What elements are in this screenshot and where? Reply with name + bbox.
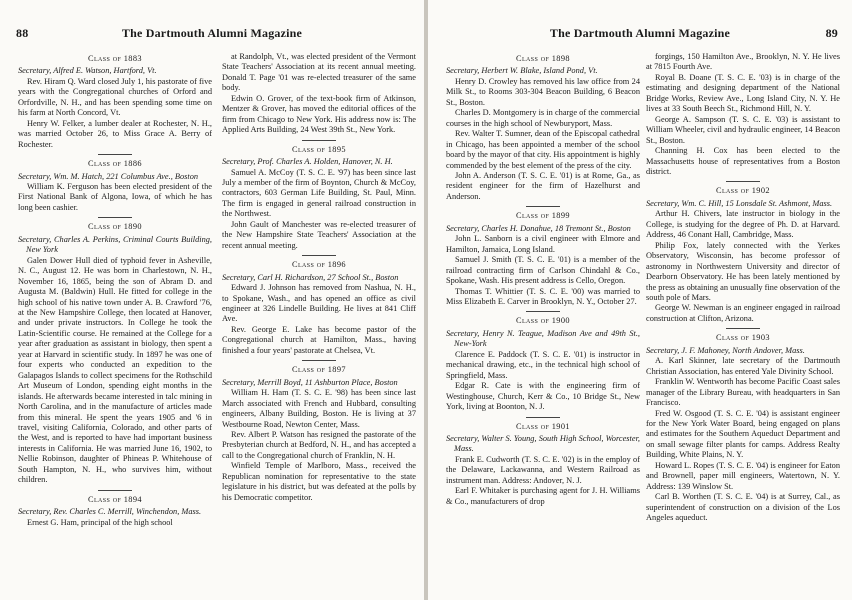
class-heading: Class of 1894 — [88, 494, 142, 504]
news-paragraph: at Randolph, Vt., was elected president of the Vermont State Teachers' Association at its recent annual meeting. Donald T. Page '01 was re-elected treasurer of the same body. — [222, 52, 416, 93]
news-paragraph: Samuel A. McCoy (T. S. C. E. '97) has been since last July a member of the firm of Boynton, Church & McCoy, contractors, 603 German Life Building, St. Paul, Minn. The firm is engaged in general railroad construction in the Northwest. — [222, 167, 416, 219]
news-paragraph: forgings, 150 Hamilton Ave., Brooklyn, N. Y. He lives at 7815 Fourth Ave. — [646, 52, 840, 72]
class-secretary: Secretary, Wm. C. Hill, 15 Lonsdale St. Ashmont, Mass. — [646, 198, 833, 208]
class-secretary: Secretary, Carl H. Richardson, 27 School St., Boston — [222, 272, 399, 282]
news-paragraph: George W. Newman is an engineer engaged in railroad construction at Clifton, Arizona. — [646, 303, 840, 323]
class-secretary: Secretary, J. F. Mahoney, North Andover, Mass. — [646, 345, 805, 355]
left-column-2 — [222, 52, 416, 592]
news-paragraph: Edgar R. Cate is with the engineering firm of Westinghouse, Church, Kerr & Co., 10 Bridge St., New York, living at Boonton, N. J. — [446, 381, 640, 412]
news-paragraph: Rev. Albert P. Watson has resigned the pastorate of the Presbyterian church at Bedford, N. H., and has accepted a call to the Congregational church of Franklin, N. H. — [222, 429, 416, 460]
class-heading: Class of 1896 — [292, 260, 346, 270]
section-divider — [526, 206, 560, 207]
class-secretary: Secretary, Walter S. Young, South High School, Worcester, Mass. — [446, 433, 640, 454]
running-title: The Dartmouth Alumni Magazine — [121, 26, 303, 40]
news-paragraph: George A. Sampson (T. S. C. E. '03) is assistant to William Wheeler, civil and hydraulic engineer, 14 Beacon St., Boston. — [646, 114, 840, 145]
news-paragraph: Carl B. Worthen (T. S. C. E. '04) is at Surrey, Cal., as superintendent of construction on a division of the Los Angeles aqueduct. — [646, 492, 840, 523]
news-paragraph: Samuel J. Smith (T. S. C. E. '01) is a member of the railroad contracting firm of Carlson Chindahl & Co., Spokane, Wash. His present address is Cello, Oregon. — [446, 255, 640, 286]
news-paragraph: William H. Ham (T. S. C. E. '98) has been since last March associated with French and Hubbard, consulting engineers, Albany Building, Boston. He is living at 37 Westbourne Road, Newton Center, Mass. — [222, 388, 416, 429]
left-column-1 — [18, 52, 212, 592]
class-heading: Class of 1899 — [516, 211, 570, 221]
news-paragraph: Earl F. Whitaker is purchasing agent for J. H. Williams & Co., manufacturers of drop — [446, 486, 640, 506]
section-divider — [526, 311, 560, 312]
news-paragraph: Charles D. Montgomery is in charge of the commercial courses in the high school of Newburyport, Mass. — [446, 108, 640, 128]
right-column-1 — [446, 52, 640, 592]
class-heading: Class of 1903 — [716, 333, 770, 343]
news-paragraph: Clarence E. Paddock (T. S. C. E. '01) is instructor in mechanical drawing, etc., in the technical high school of Springfield, Mass. — [446, 349, 640, 380]
news-paragraph: William K. Ferguson has been elected president of the First National Bank of Algona, Iowa, of which he has long been cashier. — [18, 181, 212, 212]
section-divider — [726, 328, 760, 329]
class-secretary: Secretary, Prof. Charles A. Holden, Hanover, N. H. — [222, 157, 393, 167]
news-paragraph: Franklin W. Wentworth has become Pacific Coast sales manager of the Library Bureau, with headquarters in San Francisco. — [646, 377, 840, 408]
class-heading: Class of 1890 — [88, 222, 142, 232]
section-divider — [302, 255, 336, 256]
section-divider — [526, 417, 560, 418]
news-paragraph: Channing H. Cox has been elected to the Massachusetts house of representatives from a Boston district. — [646, 146, 840, 176]
right-page-header — [428, 26, 852, 42]
page-number: 89 — [825, 26, 838, 40]
section-divider — [726, 181, 760, 182]
left-page-header — [0, 26, 424, 42]
section-divider — [302, 360, 336, 361]
class-heading: Class of 1901 — [516, 421, 570, 431]
class-heading: Class of 1897 — [292, 365, 346, 375]
news-paragraph: Royal B. Doane (T. S. C. E. '03) is in charge of the estimating and designing department of the National Bridge Works, Review Ave., Long Island City, N. Y. He lives at 33 South Beech St., Richmond Hill, N. Y. — [646, 72, 840, 114]
running-title: The Dartmouth Alumni Magazine — [549, 26, 731, 40]
class-heading: Class of 1898 — [516, 54, 570, 63]
class-secretary: Secretary, Henry N. Teague, Madison Ave and 49th St., New-York — [446, 328, 640, 349]
news-paragraph: Ernest G. Ham, principal of the high school — [27, 517, 173, 527]
left-page — [0, 0, 424, 600]
class-secretary: Secretary, Wm. M. Hatch, 221 Columbus Ave., Boston — [18, 171, 199, 181]
news-paragraph: John L. Sanborn is a civil engineer with Elmore and Hamilton, Jamaica, Long Island. — [446, 234, 640, 254]
news-paragraph: Henry W. Felker, a lumber dealer at Rochester, N. H., was married October 26, to Miss Grace A. Berry of Rochester. — [18, 118, 212, 149]
class-secretary: Secretary, Alfred E. Watson, Hartford, Vt. — [18, 66, 157, 76]
news-paragraph: Howard L. Ropes (T. S. C. E. '04) is engineer for Eaton and Brownell, paper mill engineers, Watertown, N. Y. Address: 139 Winslow St. — [646, 460, 840, 491]
section-divider — [98, 217, 132, 218]
class-secretary: Secretary, Herbert W. Blake, Island Pond, Vt. — [446, 66, 598, 76]
news-paragraph: Arthur H. Chivers, late instructor in biology in the College, is studying for the degree of Ph. D. at Harvard. Address, 46 Conant Hall, Cambridge, Mass. — [646, 209, 840, 240]
news-paragraph: John Gault of Manchester was re-elected treasurer of the New Hampshire State Teachers' Association at the recent annual meeting. — [222, 219, 416, 250]
class-secretary: Secretary, Rev. Charles C. Merrill, Winchendon, Mass. — [18, 507, 202, 517]
right-column-2 — [646, 52, 840, 592]
news-paragraph: Winfield Temple of Marlboro, Mass., received the Republican nomination for representative to the state legislature in his district, but was defeated at the polls by his Democratic competitor. — [222, 461, 416, 502]
news-paragraph: Frank E. Cudworth (T. S. C. E. '02) is in the employ of the Delaware, Lackawanna, and Western Railroad as instrument man. Address: Andover, N. J. — [446, 454, 640, 485]
class-heading: Class of 1900 — [516, 316, 570, 326]
news-paragraph: Henry D. Crowley has removed his law office from 24 Milk St., to Rooms 303-304 Beacon Building, 6 Beacon St., Boston. — [446, 76, 640, 107]
class-heading: Class of 1883 — [88, 54, 142, 63]
class-heading: Class of 1895 — [292, 144, 346, 154]
news-paragraph: Edward J. Johnson has removed from Nashua, N. H., to Spokane, Wash., and has opened an office as civil engineer at 326 Lindelle Building. He lives at 841 Cliff Ave. — [222, 283, 416, 324]
section-divider — [98, 154, 132, 155]
class-secretary: Secretary, Merrill Boyd, 11 Ashburton Place, Boston — [222, 377, 398, 387]
news-paragraph: Thomas T. Whittier (T. S. C. E. '00) was married to Miss Elizabeth E. Carver in Brooklyn, N. Y., October 27. — [446, 286, 640, 306]
news-paragraph: A. Karl Skinner, late secretary of the Dartmouth Christian Association, has entered Yale Divinity School. — [646, 356, 840, 376]
news-paragraph: Galen Dower Hull died of typhoid fever in Asheville, N. C., August 12. He was born in Charlestown, N. H., November 16, 1865, being the son of Abram D. and Augusta M. (Baldwin) Hull. He fitted for college in the high school of his native town under A. B. Crawford '76, at the New Hampshire College, then located at Hanover, and under private instructors. In College he took the Latin-Scientific course. He remained at the College for a year after graduation as assistant in biology, then spent a year at Harvard in scientific study. In 1897 he was one of four experts who conducted an expedition to the Galapagos Islands to collect specimens for the Rothschild Art Museum of London, spending eight months in the islands. He afterwards became interested in talc mining in North Carolina, and in the manufacture of articles made from this mineral. He spent the years 1905 and '6 in travel, visiting California, Colorado, and other parts of the West, and is reported to have had important business interests in California. He was married June 16, 1902, to Nellie Robinson, daughter of Phineas P. Whitehouse of South Hampton, N. H., who survives him, without children. — [18, 255, 212, 485]
right-page — [428, 0, 852, 600]
page-number: 88 — [16, 26, 29, 40]
news-paragraph: Philip Fox, lately connected with the Yerkes Observatory, Wisconsin, has become professor of astronomy in Northwestern University and director of Dearborn Observatory. He has been lately mentioned by the press as obtaining an unusually fine observation of the south pole of Mars. — [646, 240, 840, 302]
news-paragraph: Rev. Hiram Q. Ward closed July 1, his pastorate of five years with the Congregational churches of Orford and Orfordville, N. H., and has been spending some time on his farm at North Concord, Vt. — [18, 76, 212, 118]
class-heading: Class of 1902 — [716, 186, 770, 196]
news-paragraph: Rev. George E. Lake has become pastor of the Congregational church at Hamilton, Mass., having finished a four years' pastorate at Chelsea, Vt. — [222, 324, 416, 355]
section-divider — [302, 140, 336, 141]
news-paragraph: Fred W. Osgood (T. S. C. E. '04) is assistant engineer for the New York Water Board, being engaged on plans and estimates for the Southern Aqueduct Department and on small sewage filter plants for camps. Address Realty Building, White Plains, N. Y. — [646, 408, 840, 460]
class-heading: Class of 1886 — [88, 159, 142, 169]
class-secretary: Secretary, Charles A. Perkins, Criminal Courts Building, New York — [18, 234, 212, 255]
section-divider — [98, 490, 132, 491]
class-secretary: Secretary, Charles H. Donahue, 18 Tremont St., Boston — [446, 223, 631, 233]
news-paragraph: Rev. Walter T. Sumner, dean of the Episcopal cathedral in Chicago, has been appointed a member of the school board by the mayor of that city. His appointment is highly commended by the best element of the press of the city. — [446, 129, 640, 170]
news-paragraph: Edwin O. Grover, of the text-book firm of Atkinson, Mentzer & Grover, has moved the editorial offices of the firm from Chicago to New York. His address now is: The Applied Arts Building, 24 West 39th St., New York. — [222, 93, 416, 135]
news-paragraph: John A. Anderson (T. S. C. E. '01) is at Rome, Ga., as resident engineer for the firm of Hazelhurst and Anderson. — [446, 170, 640, 201]
